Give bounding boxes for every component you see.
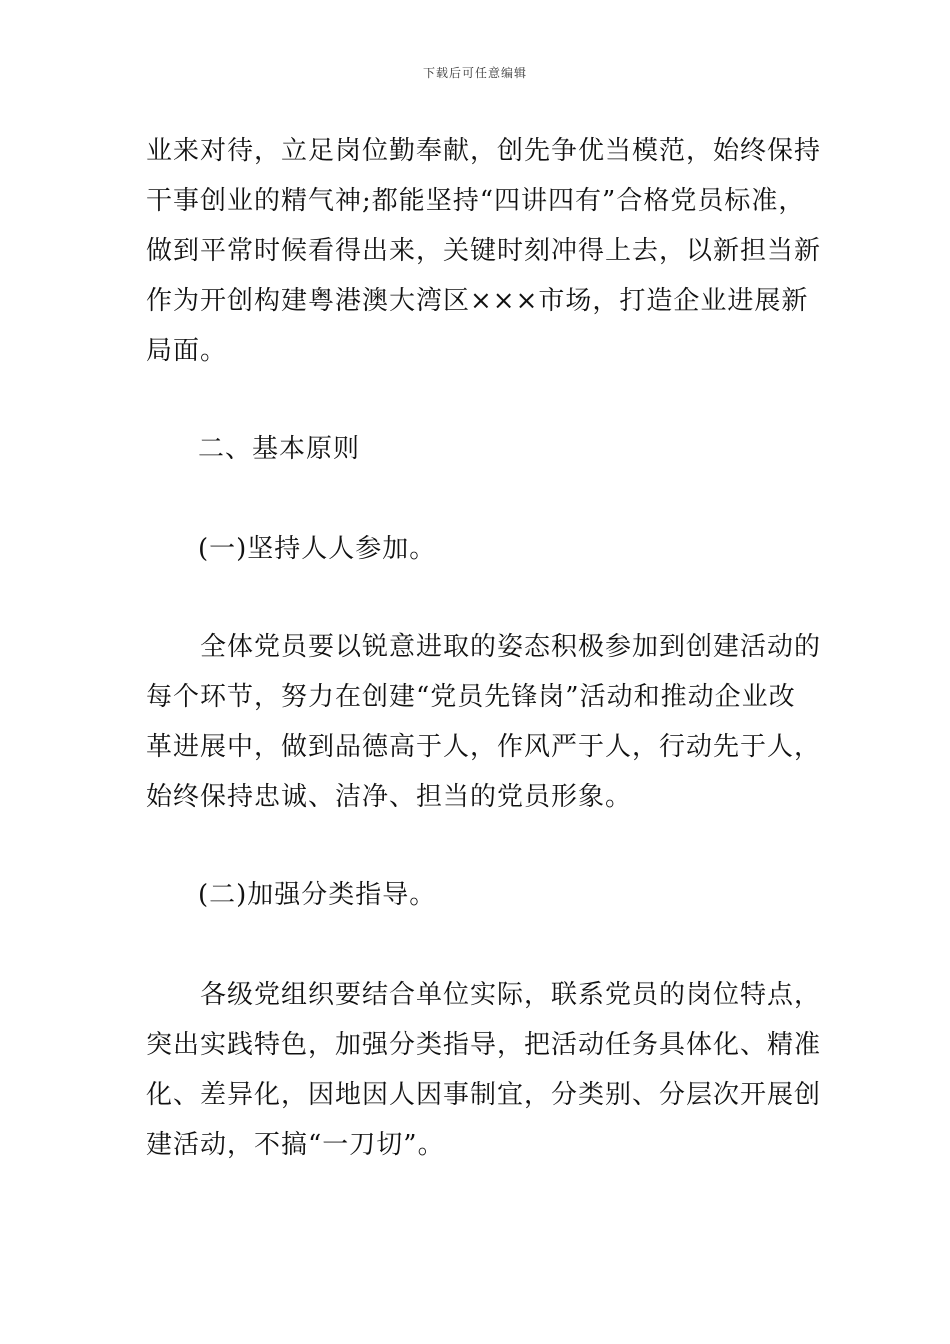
text-line: 业来对待，立足岗位勤奉献，创先争优当模范，始终保持	[146, 136, 822, 166]
paragraph-participation	[146, 622, 822, 822]
paragraph-classification	[146, 970, 822, 1170]
section-heading-principles: 二、基本原则	[198, 434, 361, 464]
text-line: 化、差异化，因地因人因事制宜，分类别、分层次开展创	[146, 1080, 822, 1110]
text-line: 各级党组织要结合单位实际，联系党员的岗位特点，	[146, 980, 822, 1010]
text-line: 干事创业的精气神;都能坚持“四讲四有”合格党员标准，	[146, 186, 806, 216]
text-line: 建活动，不搞“一刀切”。	[146, 1130, 445, 1160]
text-line: 全体党员要以锐意进取的姿态积极参加到创建活动的	[146, 632, 822, 662]
text-line: 突出实践特色，加强分类指导，把活动任务具体化、精准	[146, 1030, 822, 1060]
paragraph-intro	[146, 126, 822, 376]
text-line: 革进展中，做到品德高于人，作风严于人，行动先于人，	[146, 732, 822, 762]
subheading-participation: (一)坚持人人参加。	[198, 534, 437, 564]
text-line: 作为开创构建粤港澳大湾区×××市场，打造企业进展新	[146, 286, 809, 316]
text-line: 做到平常时候看得出来，关键时刻冲得上去，以新担当新	[146, 236, 822, 266]
text-line: 局面。	[146, 336, 228, 366]
subheading-classification: (二)加强分类指导。	[198, 880, 437, 910]
page-header-note: 下载后可任意编辑	[422, 66, 527, 80]
text-line: 始终保持忠诚、洁净、担当的党员形象。	[146, 782, 633, 812]
text-line: 每个环节，努力在创建“党员先锋岗”活动和推动企业改	[146, 682, 796, 712]
